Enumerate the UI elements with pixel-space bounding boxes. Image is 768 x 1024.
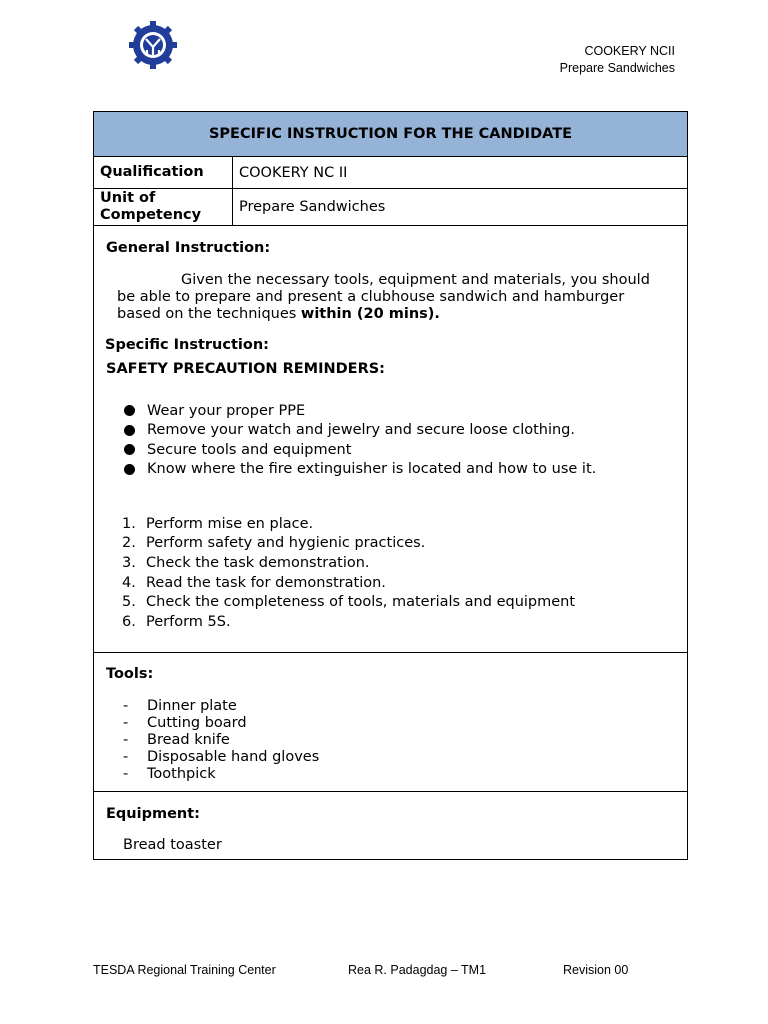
list-item: Know where the fire extinguisher is located and how to use it. [124,460,596,480]
header-unit: Prepare Sandwiches [559,61,675,75]
list-item: 2. Perform safety and hygienic practices. [122,535,426,552]
list-item: - Disposable hand gloves [123,749,320,766]
equipment-section [94,792,687,862]
page-footer [93,963,633,981]
qualification-label: Qualification [94,157,233,188]
general-instruction-text [117,272,687,323]
header-doc-info [560,43,675,77]
list-item: 1. Perform mise en place. [122,515,314,532]
list-item: - Cutting board [123,714,247,731]
qualification-row [94,157,687,189]
competency-label-line1: Unit of [100,190,156,206]
equipment-heading: Equipment: [106,806,200,822]
specific-instruction-heading: Specific Instruction: [105,337,269,353]
competency-value: Prepare Sandwiches [239,199,386,215]
general-time-limit: within (20 mins). [300,306,440,322]
safety-list [124,401,596,479]
list-item: - Bread knife [123,731,230,748]
general-text-line1: Given the necessary tools, equipment and materials, you should [181,272,650,288]
qualification-value: COOKERY NC II [239,164,348,181]
list-item: 4. Read the task for demonstration. [122,574,386,591]
footer-revision: Revision 00 [563,963,629,977]
safety-heading: SAFETY PRECAUTION REMINDERS: [106,361,385,377]
list-item: - Toothpick [123,766,216,783]
list-item: Secure tools and equipment [124,440,596,460]
tesda-gear-logo-icon [128,20,178,70]
instructions-section [94,226,687,653]
list-item: 5. Check the completeness of tools, materials and equipment [122,594,576,611]
card-title: SPECIFIC INSTRUCTION FOR THE CANDIDATE [94,112,687,157]
competency-row [94,189,687,226]
general-text-line3: based on the techniques [117,306,297,322]
footer-author: Rea R. Padagdag – TM1 [348,963,487,977]
list-item: 3. Check the task demonstration. [122,554,370,571]
general-instruction-heading: General Instruction: [106,240,271,256]
list-item: Wear your proper PPE [124,401,596,421]
bullet-icon [124,464,135,475]
bullet-icon [124,444,135,455]
list-item: Remove your watch and jewelry and secure loose clothing. [124,421,596,441]
general-text-line2: be able to prepare and present a clubhouse sandwich and hamburger [117,289,625,305]
tools-list [123,697,319,783]
instruction-card [93,111,688,860]
equipment-item: Bread toaster [123,837,222,853]
competency-label [94,189,233,225]
bullet-icon [124,405,135,416]
tools-section [94,653,687,792]
bullet-icon [124,425,135,436]
list-item: - Dinner plate [123,697,237,714]
steps-list [122,514,575,632]
competency-label-line2: Competency [100,207,202,223]
header-qualification: COOKERY NCII [584,44,675,58]
tools-heading: Tools: [106,666,154,682]
list-item: 6. Perform 5S. [122,613,231,630]
footer-center-name: TESDA Regional Training Center [93,963,276,977]
